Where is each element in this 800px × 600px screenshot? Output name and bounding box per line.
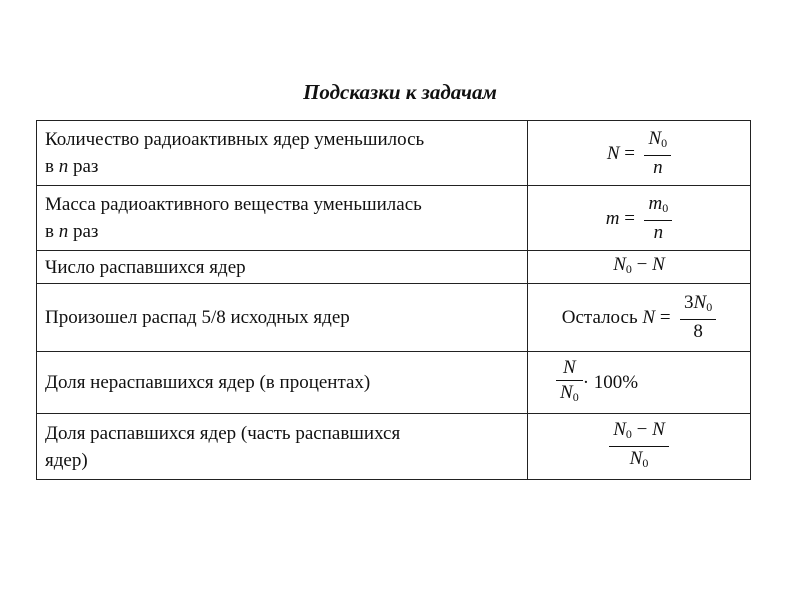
table-row (37, 121, 751, 186)
formula-lhs: N (606, 142, 620, 164)
condition-text: Количество радиоактивных ядер уменьшилось (45, 129, 425, 150)
formula-prefix: Осталось (561, 307, 643, 328)
formula-eq: = (624, 207, 635, 229)
table-row (37, 352, 751, 414)
subscript: 0 (625, 427, 632, 441)
formula-operator: − (631, 254, 653, 275)
formula-term: N (652, 419, 665, 440)
formula-lhs: m (605, 207, 620, 229)
condition-text: ядер) (45, 449, 88, 471)
page-title: Подсказки к задачам (303, 80, 497, 104)
subscript: 0 (625, 262, 632, 276)
subscript: 0 (572, 390, 579, 404)
subscript: 0 (706, 300, 713, 314)
table-row (37, 414, 751, 480)
formula-term: N (613, 419, 626, 440)
formula-term: N (652, 254, 665, 275)
formula-cell (528, 186, 751, 251)
condition-text: Произошел распад 5/8 исходных ядер (45, 307, 350, 328)
condition-text: Доля распавшихся ядер (часть распавшихся (45, 422, 401, 444)
coefficient: 3 (684, 292, 694, 313)
formula-cell (528, 284, 751, 352)
condition-cell (37, 284, 528, 352)
variable-n: n (58, 156, 69, 177)
subscript: 0 (642, 456, 649, 470)
table-row (37, 251, 751, 284)
formula-operator: − (631, 419, 653, 440)
condition-cell (37, 121, 528, 186)
fraction-numerator: N (693, 292, 707, 313)
fraction (644, 192, 672, 245)
condition-cell (37, 414, 528, 480)
subscript: 0 (662, 200, 669, 215)
fraction (644, 127, 671, 180)
fraction (680, 291, 716, 344)
table-row (37, 284, 751, 352)
fraction-denominator: N (560, 382, 573, 403)
formula-cell (528, 121, 751, 186)
formula-cell (528, 414, 751, 480)
formula-cell (528, 352, 751, 414)
condition-text: Масса радиоактивного вещества уменьшилась (45, 194, 422, 215)
formula-eq: = (624, 142, 635, 164)
subscript: 0 (661, 135, 668, 150)
fraction-denominator: n (653, 221, 664, 243)
fraction-numerator: m (648, 192, 663, 214)
condition-text: раз (68, 156, 99, 177)
fraction-denominator: 8 (693, 321, 703, 342)
formula-cell (528, 251, 751, 284)
fraction (609, 418, 669, 475)
condition-cell (37, 352, 528, 414)
condition-cell (37, 186, 528, 251)
formula-term: N (613, 254, 626, 275)
condition-cell (37, 251, 528, 284)
fraction-numerator: N (648, 127, 662, 149)
formula-tail: · 100% (582, 372, 639, 393)
fraction-numerator: N (563, 357, 576, 378)
formula-lhs: N (642, 307, 656, 328)
hints-table (36, 120, 751, 480)
condition-text: раз (68, 221, 99, 242)
fraction (556, 356, 583, 409)
condition-text: в (45, 221, 59, 242)
table-row (37, 186, 751, 251)
condition-text: Доля нераспавшихся ядер (в процентах) (45, 372, 371, 393)
fraction-denominator: N (629, 448, 643, 469)
formula-eq: = (659, 307, 671, 328)
condition-text: Число распавшихся ядер (45, 256, 246, 278)
condition-text: в (45, 156, 59, 177)
fraction-denominator: n (653, 156, 663, 178)
variable-n: n (58, 221, 69, 242)
